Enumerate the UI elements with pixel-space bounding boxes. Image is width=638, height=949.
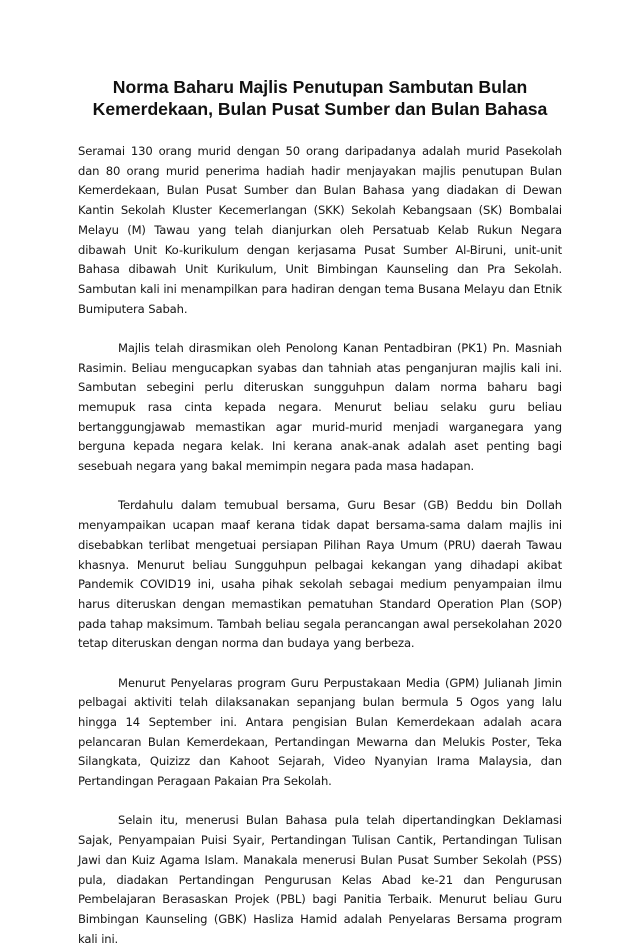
article-title: [78, 76, 562, 120]
article-title-line-1: Norma Baharu Majlis Penutupan Sambutan Bulan: [112, 77, 528, 97]
paragraph-1: Seramai 130 orang murid dengan 50 orang daripadanya adalah murid Pasekolah dan 80 orang murid penerima hadiah hadir menjayakan majlis penutupan Bulan Kemerdekaan, Bulan Pusat Sumber dan Bulan Bahasa yang diadakan di Dewan Kantin Sekolah Kluster Kecemerlangan (SKK) Sekolah Kebangsaan (SK) Bombalai Melayu (M) Tawau yang telah dianjurkan oleh Persatuab Kelab Rukun Negara dibawah Unit Ko-kurikulum dengan kerjasama Pusat Sumber Al-Biruni, unit-unit Bahasa dibawah Unit Kurikulum, Unit Bimbingan Kaunseling dan Pra Sekolah. Sambutan kali ini menampilkan para hadiran dengan tema Busana Melayu dan Etnik Bumiputera Sabah.: [78, 144, 562, 316]
paragraph-5: Selain itu, menerusi Bulan Bahasa pula telah dipertandingkan Deklamasi Sajak, Penyampaian Puisi Syair, Pertandingan Tulisan Cantik, Pertandingan Tulisan Jawi dan Kuiz Agama Islam. Manakala menerusi Bulan Pusat Sumber Sekolah (PSS) pula, diadakan Pertandingan Pengurusan Kelas Abad ke-21 dan Pengurusan Pembelajaran Berasaskan Projek (PBL) bagi Panitia Terbaik. Menurut beliau Guru Bimbingan Kaunseling (GBK) Hasliza Hamid adalah Penyelaras Bersama program kali ini.: [78, 813, 562, 946]
paragraph-3: Terdahulu dalam temubual bersama, Guru Besar (GB) Beddu bin Dollah menyampaikan ucapan maaf kerana tidak dapat bersama-sama dalam majlis ini disebabkan terlibat mengetuai persiapan Pilihan Raya Umum (PRU) daerah Tawau khasnya. Menurut beliau Sungguhpun pelbagai kekangan yang dihadapi akibat Pandemik COVID19 ini, usaha pihak sekolah sebagai medium penyampaian ilmu harus diteruskan dengan memastikan pematuhan Standard Operation Plan (SOP) pada tahap maksimum. Tambah beliau segala perancangan awal persekolahan 2020 tetap diteruskan dengan norma dan budaya yang berbeza.: [78, 498, 562, 651]
article-title-line-2: Kemerdekaan, Bulan Pusat Sumber dan Bulan Bahasa: [92, 99, 548, 119]
paragraph-2: Majlis telah dirasmikan oleh Penolong Kanan Pentadbiran (PK1) Pn. Masniah Rasimin. Beliau mengucapkan syabas dan tahniah atas penganjuran majlis kali ini. Sambutan sebegini perlu diteruskan sungguhpun dalam norma baharu bagi memupuk rasa cinta kepada negara. Menurut beliau selaku guru beliau bertanggungjawab memastikan agar murid-murid menjadi warganegara yang berguna kepada negara kelak. Ini kerana anak-anak adalah aset penting bagi sesebuah negara yang bakal memimpin negara pada masa hadapan.: [78, 340, 562, 474]
paragraph-4: Menurut Penyelaras program Guru Perpustakaan Media (GPM) Julianah Jimin pelbagai aktiviti telah dilaksanakan sepanjang bulan bermula 5 Ogos yang lalu hingga 14 September ini. Antara pengisian Bulan Kemerdekaan adalah acara pelancaran Bulan Kemerdekaan, Pertandingan Mewarna dan Melukis Poster, Teka Silangkata, Quizizz dan Kahoot Sejarah, Video Nyanyian Irama Malaysia, dan Pertandingan Peragaan Pakaian Pra Sekolah.: [78, 675, 562, 789]
